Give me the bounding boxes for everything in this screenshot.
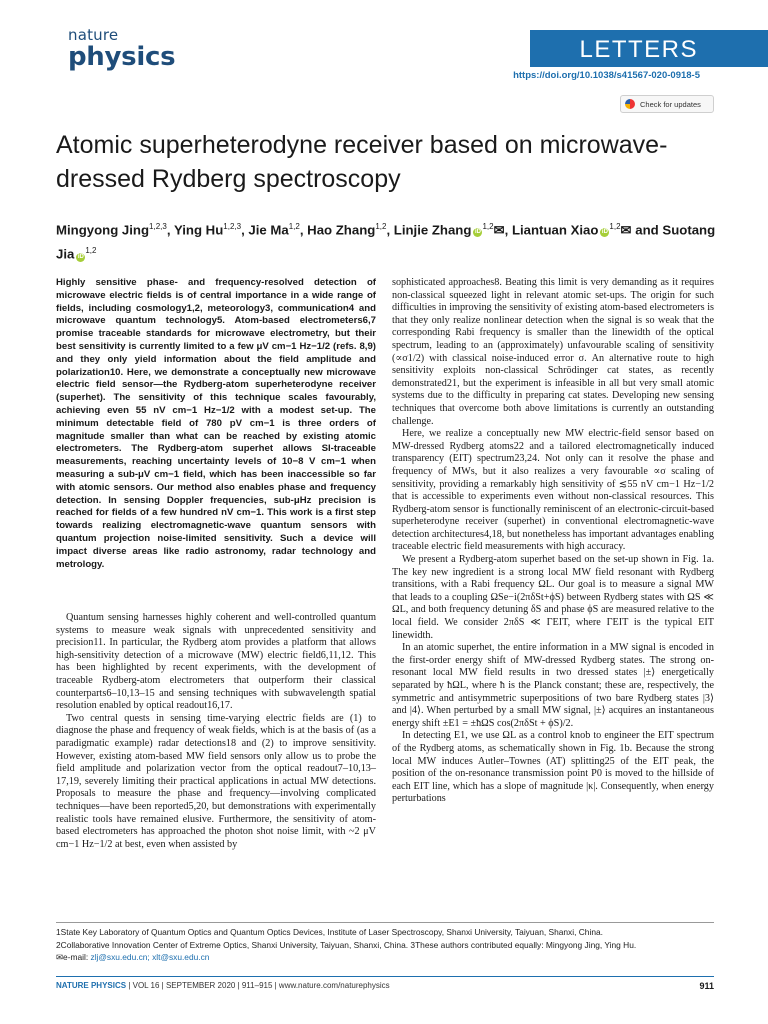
- paragraph: We present a Rydberg-atom superhet based on the set-up shown in Fig. 1a. The key new ingredient is a strong local MW field resonant with Rydberg transitions, with a Rabi frequency ΩL. Our goal is to measure a signal MW that leads to a coupling ΩSe−i(2πδSt+ϕS) between Rydberg states with ΩS ≪ ΩL, and both frequency detuning δS and phase ϕS are measured relative to the local field. We consider 2πδS ≪ ΓEIT, where ΓEIT is the typical EIT linewidth.: [392, 554, 714, 641]
- paragraph: In an atomic superhet, the entire information in a MW signal is encoded in the first-order energy shift of MW-dressed Rydberg states. The strong on-resonant local MW field results in two dressed states |±⟩ energetically separated by ħΩL, where ħ is the Planck constant; these are, respectively, the symmetric and antisymmetric superpositions of two bare Rydberg states |3⟩ and |4⟩. When perturbed by a small MW signal, |±⟩ acquires an instantaneous energy shift ±E1 = ±ħΩS cos(2πδSt + ϕS)/2.: [392, 642, 714, 729]
- author-affil: 1,2: [288, 222, 300, 231]
- affiliations: [56, 926, 716, 964]
- footer-info: | VOL 16 | SEPTEMBER 2020 | 911–915 | www.nature.com/naturephysics: [126, 981, 390, 990]
- author[interactable]: Ying Hu: [173, 222, 224, 238]
- section-label: LETTERS: [579, 36, 698, 63]
- article-title: Atomic superheterodyne receiver based on microwave-dressed Rydberg spectroscopy: [56, 131, 668, 193]
- email-link[interactable]: zlj@sxu.edu.cn; xlt@sxu.edu.cn: [90, 952, 210, 962]
- abstract: Highly sensitive phase- and frequency-resolved detection of microwave electric fields is of central importance in a wide range of fields, including cosmology1,2, meteorology3, communication4 and microwave quantum technology5. Atom-based electrometers6,7 promise traceable standards for microwave electrometry, but their best sensitivity is currently limited to a few μV cm−1 Hz−1/2 (refs. 8,9) and they only yield information about the field amplitude and polarization10. Here, we demonstrate a conceptually new microwave electric field sensor—the Rydberg-atom superheterodyne receiver (superhet). The sensitivity of this technique scales favourably, achieving even 55 nV cm−1 Hz−1/2 with a modest set-up. The minimum detectable field of 780 pV cm−1 is three orders of magnitude smaller than what can be reached by existing atomic electrometers. The Rydberg-atom superhet allows SI-traceable measurements, reaching uncertainty levels of 10−8 V cm−1 when measuring a sub-μV cm−1 field, which has been inaccessible so far with atomic sensors. Our method also enables phase and frequency detection. In sensing Doppler frequencies, sub-μHz precision is reached for fields of a few hundred nV cm−1. This work is a first step towards realizing electromagnetic-wave quantum sensors with quantum projection noise-limited sensitivity. Such a device will impact diverse areas like radio astronomy, radar technology and metrology.: [56, 277, 376, 570]
- envelope-icon: ✉: [56, 952, 64, 962]
- orcid-icon[interactable]: iD: [601, 229, 608, 236]
- check-for-updates-button[interactable]: [620, 95, 714, 113]
- paragraph: sophisticated approaches8. Beating this limit is very demanding as it requires non-classical squeezed light in relevant atomic set-ups. The origin for such difficulties in improving the sensitivity of existing atom-based electrometers is that they only realize nonlinear detection when the signal is so weak that the corresponding Rabi frequency is smaller than the linewidth of the optical spectrum, leading to an (approximately) unfavourable scaling of sensitivity (∝σ1/2) with classical noise-induced error σ. An alternative route to high sensitivity exploits non-classical Schrödinger cat states, as recently demonstrated21, but the experiment is infeasible in all but very small atomic systems due to the difficulty in preparing cat states. Developing new sensing techniques that overcome both above limitations is currently an outstanding challenge.: [392, 277, 714, 427]
- author-affil: 1,2: [85, 246, 97, 256]
- author[interactable]: Suotang Jia: [56, 222, 716, 262]
- logo-line2: physics: [68, 42, 176, 72]
- author[interactable]: Mingyong Jing: [56, 222, 150, 238]
- email-icon[interactable]: ✉: [620, 222, 632, 238]
- paragraph: Two central quests in sensing time-varying electric fields are (1) to diagnose the phase and frequency of weak fields, which is at the basis of (as a paradigmatic example) radar detections18 and (2) to improve sensitivity. However, existing atom-based MW field sensors only allow us to probe the field amplitude and polarization vector from the optical readout7–10,13–17,19, severely limiting their practical applications in actual MW detections. Proposals to measure the phase and frequency—involving complicated techniques—have been reported5,20, but demonstrations with experimentally realistic tools have remained elusive. Furthermore, the sensitivity of atom-based electrometers has approached the photon shot noise limit, with ~2 μV cm−1 Hz−1/2 at best, even when assisted by: [56, 712, 376, 850]
- author-conjunction: and: [635, 222, 659, 238]
- author[interactable]: Jie Ma: [248, 222, 289, 238]
- page-footer: [56, 981, 714, 990]
- right-column-body: [392, 277, 714, 806]
- orcid-icon[interactable]: iD: [474, 229, 481, 236]
- paragraph: Quantum sensing harnesses highly coherent and well-controlled quantum systems to measure weak signals with unprecedented sensitivity and precision11. In particular, the Rydberg atom provides a platform that allows high-sensitivity detection of a microwave (MW) electric field6,11,12. This has been highlighted by recent experiments, with the development of traceable Rydberg-atom electrometers that outperform their classical counterparts6–10,13–15 and sensing techniques with subwavelength spatial resolution enabled by optical readout16,17.: [56, 612, 376, 712]
- author-affil: 1,2,3: [149, 222, 167, 231]
- email-icon[interactable]: ✉: [493, 222, 505, 238]
- left-column-body: [56, 612, 376, 851]
- affiliation-1: 1State Key Laboratory of Quantum Optics and Quantum Optics Devices, Institute of Laser Spectroscopy, Shanxi University, Taiyuan, Shanxi, China.: [56, 927, 603, 937]
- paragraph: In detecting E1, we use ΩL as a control knob to engineer the EIT spectrum of the Rydberg atoms, as schematically shown in Fig. 1b. Because the strong local MW induces Autler–Townes (AT) splitting25 of the EIT peak, the position of the on-resonance transmission point P0 is moved to the hillside of each EIT line, which has a slope of magnitude |κ|. Consequently, when energy perturbations: [392, 730, 714, 805]
- email-label: e-mail:: [63, 952, 89, 962]
- author-affil: 1,2: [375, 222, 387, 231]
- doi-link[interactable]: https://doi.org/10.1038/s41567-020-0918-5: [513, 70, 700, 81]
- page-number: 911: [699, 981, 714, 991]
- orcid-icon[interactable]: iD: [77, 253, 84, 260]
- logo-line1: nature: [68, 26, 119, 44]
- author-affil: 1,2,3: [223, 222, 242, 231]
- journal-logo: [68, 28, 175, 70]
- author-affil: 1,2: [609, 222, 621, 231]
- author[interactable]: Liantuan Xiao: [511, 222, 599, 238]
- author-affil: 1,2: [482, 222, 494, 231]
- check-for-updates-label: Check for updates: [640, 99, 701, 109]
- correspondence: [56, 951, 716, 964]
- crossmark-icon: [625, 99, 635, 109]
- section-banner: [530, 30, 768, 67]
- author[interactable]: Linjie Zhang: [393, 222, 472, 238]
- footer-journal: NATURE PHYSICS: [56, 981, 127, 990]
- author-list: Mingyong Jing$^{1,2,3}$, Ying Hu$^{1,2,3}$, Jie Ma$^{1,2}$, Hao Zhang$^{1,2}$, Linjie Zhang iD$^{1,2}$✉, Liantuan Xiao iD$^{1,2}$✉ and Suotang Jia iD$^{1,2}$: [56, 222, 716, 262]
- footnote-divider: [56, 922, 714, 923]
- author[interactable]: Hao Zhang: [307, 222, 376, 238]
- affiliation-2: 2Collaborative Innovation Center of Extreme Optics, Shanxi University, Taiyuan, Shanxi, China. 3These authors contributed equally: Mingyong Jing, Ying Hu.: [56, 939, 637, 950]
- paragraph: Here, we realize a conceptually new MW electric-field sensor based on MW-dressed Rydberg atoms22 and a tailored electromagnetically induced transparency (EIT) spectrum23,24. Not only can it resolve the phase and frequency of MWs, but it also realizes a very favourable ∝σ scaling of sensitivity, providing a remarkably high sensitivity of ≲55 nV cm−1 Hz−1/2 that is accessible to experiments even without non-classical resources. This Rydberg-atom sensor is functionally reminiscent of an electronic-circuit-based superheterodyne receiver (superhet) in conventional electromagnetic-wave detection architectures4,18, but nonetheless has important advantages enabling traceable electric field measurements with high accuracy.: [392, 428, 714, 553]
- footer-divider: [56, 976, 714, 977]
